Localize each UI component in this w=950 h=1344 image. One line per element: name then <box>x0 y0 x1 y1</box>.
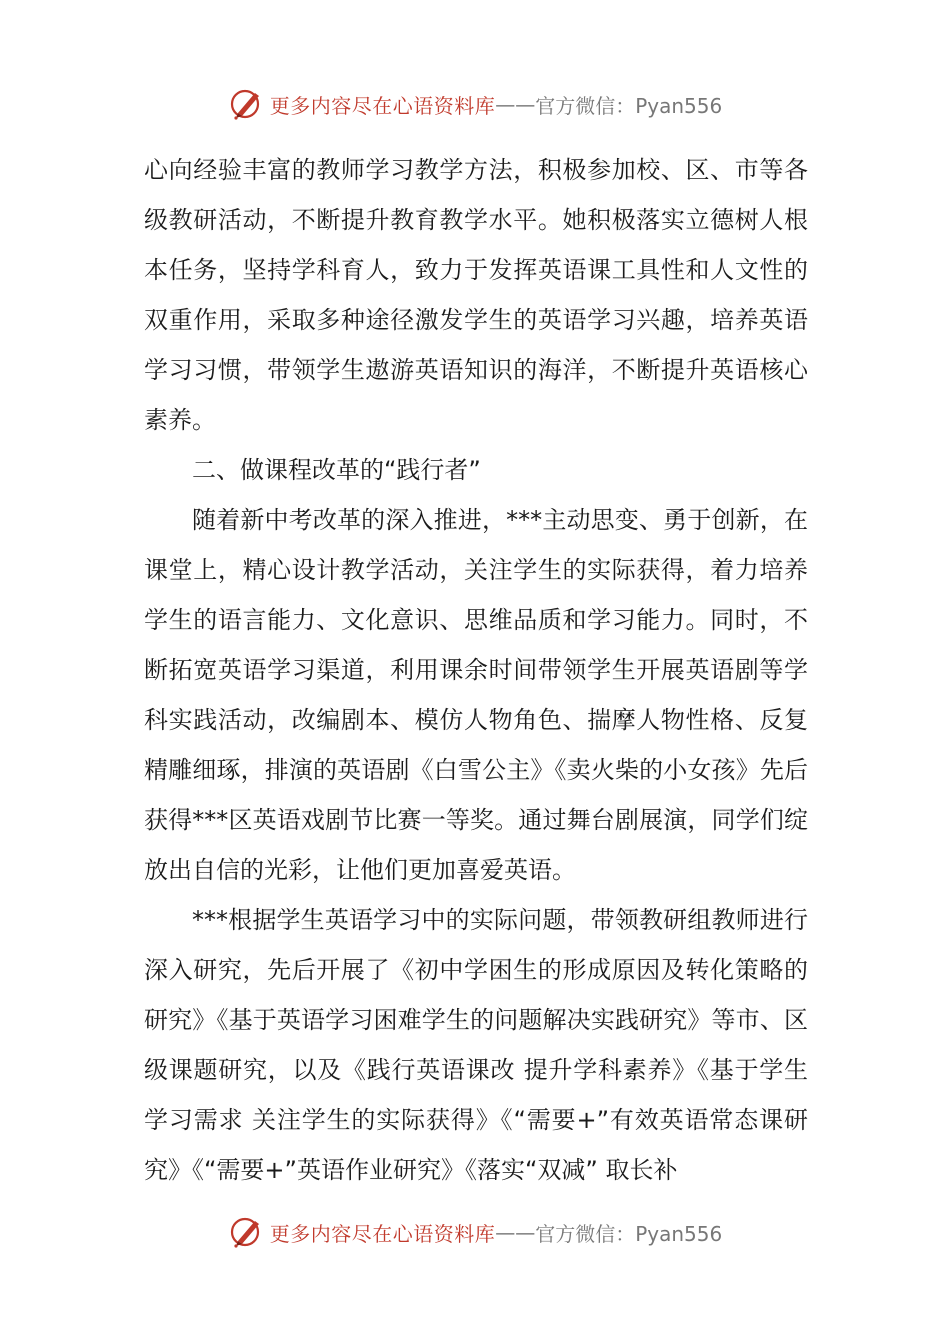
promo-dash: —— <box>495 1220 536 1244</box>
header-watermark-banner <box>0 82 950 126</box>
document-body <box>144 145 808 1195</box>
wechat-account-text: 官方微信：Pyan556 <box>535 1221 723 1246</box>
paragraph: ***根据学生英语学习中的实际问题，带领教研组教师进行深入研究，先后开展了《初中学困生的形成原因及转化策略的研究》《基于英语学习困难学生的问题解决实践研究》等市、区级课题研究，以及《践行英语课改 提升学科素养》《基于学生学习需求 关注学生的实际获得》《“需要+”有效英语常态课研究》《“需要+”英语作业研究》《落实“双减” 取长补 <box>144 906 808 1184</box>
footer-watermark-banner <box>0 1210 950 1254</box>
pen-circle-logo-icon <box>228 85 266 123</box>
paragraph-continued: 心向经验丰富的教师学习教学方法，积极参加校、区、市等各级教研活动，不断提升教育教学水平。她积极落实立德树人根本任务，坚持学科育人，致力于发挥英语课工具性和人文性的双重作用，采取多种途径激发学生的英语学习兴趣，培养英语学习习惯，带领学生遨游英语知识的海洋，不断提升英语核心素养。 <box>144 156 808 434</box>
promo-dash: —— <box>495 92 536 116</box>
wechat-account-text: 官方微信：Pyan556 <box>535 93 723 118</box>
pen-circle-logo-icon <box>228 1213 266 1251</box>
promo-text: 更多内容尽在心语资料库 <box>269 93 496 118</box>
paragraph: 随着新中考改革的深入推进，***主动思变、勇于创新，在课堂上，精心设计教学活动，关注学生的实际获得，着力培养学生的语言能力、文化意识、思维品质和学习能力。同时，不断拓宽英语学习渠道，利用课余时间带领学生开展英语剧等学科实践活动，改编剧本、模仿人物角色、揣摩人物性格、反复精雕细琢，排演的英语剧《白雪公主》《卖火柴的小女孩》先后获得***区英语戏剧节比赛一等奖。通过舞台剧展演，同学们绽放出自信的光彩，让他们更加喜爱英语。 <box>144 506 808 884</box>
promo-text: 更多内容尽在心语资料库 <box>269 1221 496 1246</box>
section-heading: 二、做课程改革的“践行者” <box>192 456 481 484</box>
